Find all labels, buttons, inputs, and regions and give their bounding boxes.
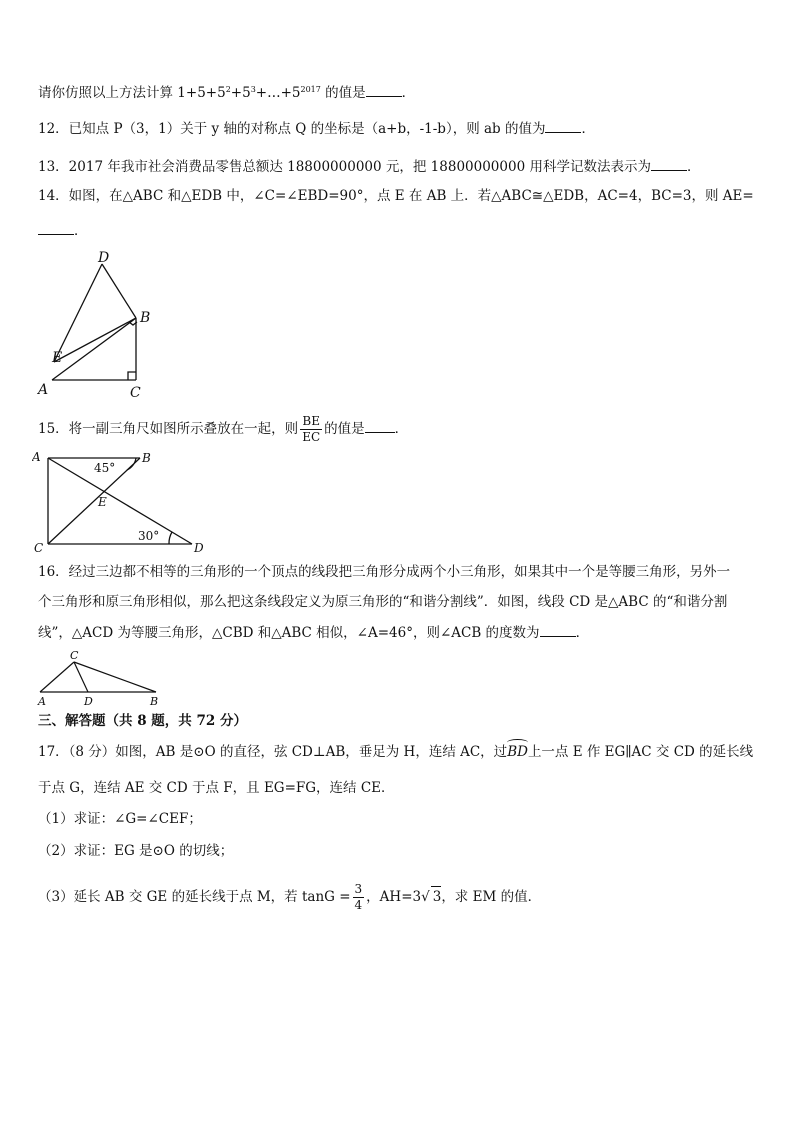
label-a: A — [32, 450, 41, 464]
label-a: A — [38, 695, 46, 708]
question-15 — [38, 414, 760, 445]
answer-blank[interactable] — [366, 82, 402, 97]
question-14-line2 — [38, 220, 760, 241]
answer-blank[interactable] — [38, 220, 74, 235]
question-16-line1: 16．经过三边都不相等的三角形的一个顶点的线段把三角形分成两个小三角形，如果其中一个是等腰三角形，另外一 — [38, 564, 731, 580]
label-e: E — [52, 350, 63, 366]
text: ，AH=3 — [366, 889, 422, 905]
question-14-line1: 14．如图，在△ABC 和△EDB 中，∠C=∠EBD=90°，点 E 在 AB 上．若△ABC≅△EDB，AC=4，BC=3，则 AE= — [38, 188, 754, 204]
section-heading: 三、解答题（共 8 题，共 72 分） — [38, 713, 247, 729]
answer-blank[interactable] — [365, 418, 395, 433]
fraction-be-ec — [300, 414, 322, 445]
exponent: 2 — [225, 85, 231, 94]
fraction-3-4 — [353, 882, 365, 913]
arc-bd: BD — [507, 744, 528, 760]
question-17-part1: （1）求证：∠G=∠CEF； — [38, 811, 202, 827]
text: ． — [74, 223, 88, 239]
answer-blank[interactable] — [651, 156, 687, 171]
text: ． — [401, 85, 416, 101]
figure-14 — [30, 246, 170, 402]
answer-blank[interactable] — [540, 622, 576, 637]
exponent: 3 — [250, 85, 256, 94]
denominator: EC — [302, 430, 321, 444]
angle-45: 45° — [94, 461, 116, 475]
text: 12．已知点 P（3，1）关于 y 轴的对称点 Q 的坐标是（a+b，-1-b），则 ab 的值为 — [38, 121, 546, 137]
text: ． — [581, 121, 595, 137]
numerator: 3 — [354, 882, 363, 896]
text: +…+5 — [255, 85, 301, 101]
text: 15．将一副三角尺如图所示叠放在一起，则 — [38, 421, 299, 437]
label-d: D — [98, 250, 110, 266]
text: 17．（8 分）如图，AB 是⊙O 的直径，弦 CD⊥AB，垂足为 H，连结 AC，过 — [38, 744, 508, 760]
answer-blank[interactable] — [545, 118, 581, 133]
label-c: C — [130, 385, 141, 401]
text: 上一点 E 作 EG∥AC 交 CD 的延长线 — [527, 744, 754, 760]
text: ． — [686, 159, 701, 175]
label-b: B — [150, 695, 159, 708]
label-d: D — [194, 541, 204, 555]
text: 13．2017 年我市社会消费品零售总额达 18800000000 元，把 18800000000 用科学记数法表示为 — [38, 159, 651, 175]
question-17-line2: 于点 G，连结 AE 交 CD 于点 F，且 EG=FG，连结 CE． — [38, 780, 395, 796]
radicand: 3 — [431, 886, 442, 907]
denominator: 4 — [354, 898, 363, 912]
text: 请你仿照以上方法计算 1+5+5 — [38, 85, 226, 101]
numerator: BE — [300, 414, 322, 430]
text: 的值是 — [320, 85, 366, 101]
question-16-line3 — [38, 622, 760, 643]
text: ． — [394, 421, 409, 437]
label-c: C — [70, 649, 79, 662]
question-12 — [38, 118, 760, 139]
line-compute-sum — [38, 80, 760, 103]
question-17-part3: （3）延长 AB 交 GE 的延长线于点 M，若 tanG = $\frac{3}{4}$ ，AH=3√ 3，求 EM 的值． — [38, 882, 542, 912]
text: 的值是 — [324, 421, 365, 437]
question-16-line2: 个三角形和原三角形相似，那么把这条线段定义为原三角形的“和谐分割线”．如图，线段 CD 是△ABC 的“和谐分割 — [38, 594, 728, 610]
angle-30: 30° — [138, 529, 160, 543]
text: +5 — [230, 85, 251, 101]
question-17-line1 — [38, 742, 760, 762]
figure-15 — [32, 448, 212, 556]
label-e: E — [98, 495, 107, 509]
figure-16 — [34, 648, 168, 710]
exponent: 2017 — [300, 85, 321, 94]
text: 线”，△ACD 为等腰三角形，△CBD 和△ABC 相似，∠A=46°，则∠ACB 的度数为 — [38, 625, 540, 641]
text: ． — [575, 625, 590, 641]
label-b: B — [142, 451, 151, 465]
text: ，求 EM 的值． — [441, 889, 542, 905]
question-17-part2: （2）求证：EG 是⊙O 的切线； — [38, 843, 234, 859]
label-a: A — [38, 382, 49, 398]
question-13 — [38, 156, 760, 177]
text: （3）延长 AB 交 GE 的延长线于点 M，若 tanG = — [38, 889, 351, 905]
label-c: C — [34, 541, 44, 555]
label-d: D — [84, 695, 93, 708]
label-b: B — [140, 310, 151, 326]
